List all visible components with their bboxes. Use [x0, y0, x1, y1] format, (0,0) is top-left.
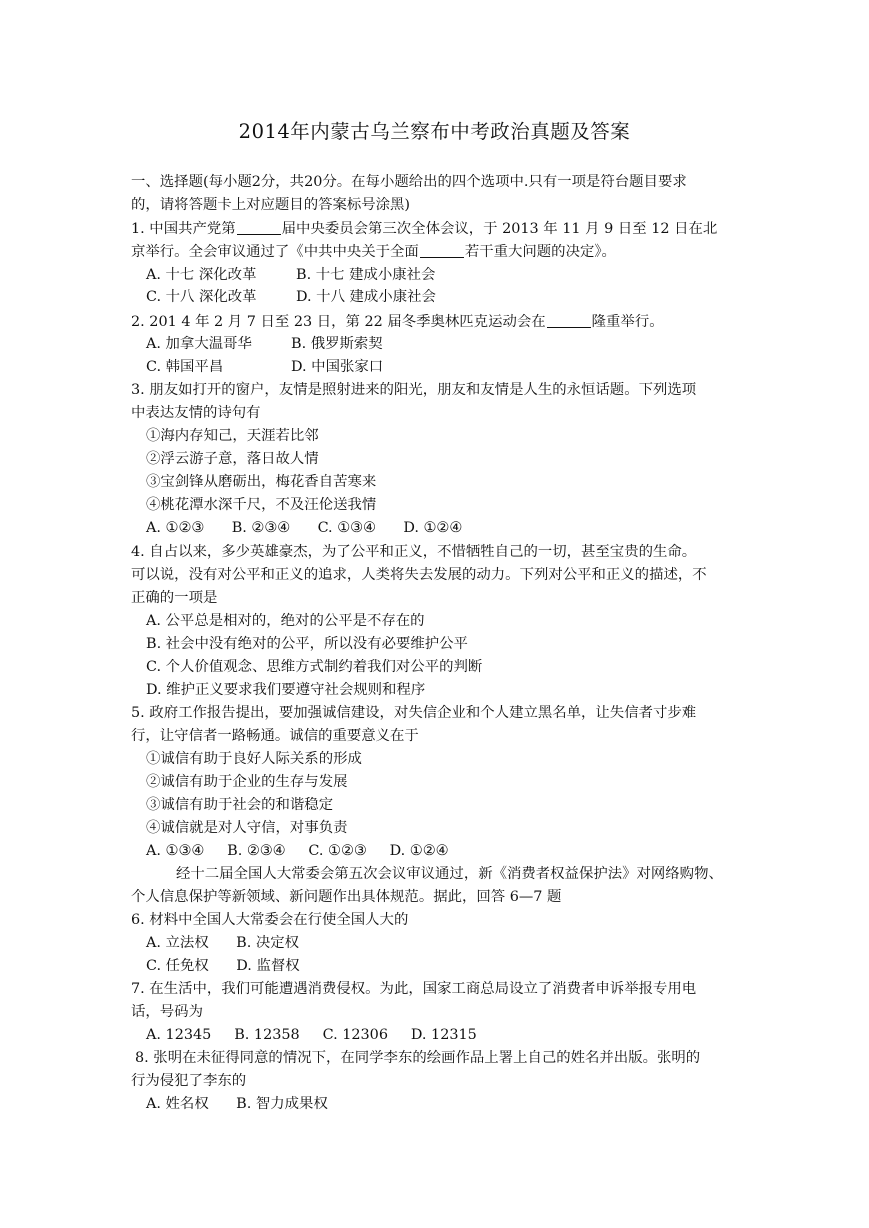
question-2-options-ab: [146, 333, 383, 355]
statement-2: ②浮云游子意，落日故人情: [146, 451, 319, 467]
question-2-stem: [131, 311, 664, 333]
option-a: A. 十七 深化改革: [146, 267, 257, 283]
question-4-stem-cont2: 正确的一项是: [131, 590, 218, 606]
question-6-options-ab: A. 立法权 B. 决定权: [146, 935, 300, 951]
question-3-stem: 3. 朋友如打开的窗户，友情是照射进来的阳光，朋友和友情是人生的永恒话题。下列选项: [131, 382, 697, 398]
answer-blank: [547, 313, 591, 328]
question-1-stem: [131, 218, 717, 240]
question-4-stem: 4. 自占以来，多少英雄豪杰，为了公平和正义，不惜牺牲自己的一切，甚至宝贵的生命。: [131, 544, 697, 560]
question-1-text-a: 1. 中国共产党第: [131, 221, 236, 237]
question-1-stem-cont: [131, 241, 616, 263]
answer-blank: [420, 243, 464, 258]
option-c: C. 十八 深化改革: [146, 289, 257, 305]
question-5-stem-cont: 行，让守信者一路畅通。诚信的重要意义在于: [131, 728, 419, 744]
question-3-stem-cont: 中表达友情的诗句有: [131, 405, 261, 421]
option-b: B. 十七 建成小康社会: [296, 267, 436, 283]
option-d: D. 中国张家口: [291, 359, 384, 375]
statement-1: ①海内存知己，天涯若比邻: [146, 428, 319, 444]
section-instructions-cont: 的，请将答题卡上对应题目的答案标号涂黑): [131, 197, 411, 213]
question-4-stem-cont: 可以说，没有对公平和正义的追求，人类将失去发展的动力。下列对公平和正义的描述，不: [131, 567, 707, 583]
question-2-text-b: 隆重举行。: [591, 314, 664, 330]
option-c: C. 韩国平昌: [146, 359, 224, 375]
statement-4: ④桃花潭水深千尺，不及汪伦送我情: [146, 497, 377, 513]
question-1-text-d: 若干重大问题的决定》。: [464, 244, 616, 260]
question-2-options-cd: [146, 356, 383, 378]
question-5-options: A. ①③④ B. ②③④ C. ①②③ D. ①②④: [146, 843, 449, 859]
option-b: B. 社会中没有绝对的公平，所以没有必要维护公平: [146, 636, 468, 652]
material-paragraph-cont: 个人信息保护等新领域、新问题作出具体规范。据此，回答 6—7 题: [131, 889, 562, 905]
option-a: A. 加拿大温哥华: [146, 336, 252, 352]
section-instructions: 一、选择题(每小题2分，共20分。在每小题给出的四个选项中.只有一项是符台题目要求: [131, 174, 687, 190]
statement-1: ①诚信有助于良好人际关系的形成: [146, 751, 362, 767]
statement-3: ③诚信有助于社会的和谐稳定: [146, 797, 334, 813]
option-c: C. 个人价值观念、思维方式制约着我们对公平的判断: [146, 659, 483, 675]
question-3-options: A. ①②③ B. ②③④ C. ①③④ D. ①②④: [146, 520, 463, 536]
question-8-options-ab: A. 姓名权 B. 智力成果权: [146, 1096, 328, 1112]
question-5-stem: 5. 政府工作报告提出，要加强诚信建设，对失信企业和个人建立黑名单，让失信者寸步难: [131, 705, 697, 721]
option-d: D. 维护正义要求我们要遵守社会规则和程序: [146, 682, 426, 698]
question-6-options-cd: C. 任免权 D. 监督权: [146, 958, 300, 974]
statement-4: ④诚信就是对人守信，对事负责: [146, 820, 348, 836]
page-title: 2014年内蒙古乌兰察布中考政治真题及答案: [238, 120, 631, 143]
question-7-stem-cont: 话，号码为: [131, 1004, 203, 1020]
statement-2: ②诚信有助于企业的生存与发展: [146, 774, 348, 790]
option-a: A. 公平总是相对的，绝对的公平是不存在的: [146, 613, 425, 629]
option-d: D. 十八 建成小康社会: [296, 289, 436, 305]
option-b: B. 俄罗斯索契: [291, 336, 383, 352]
question-1-text-b: 届中央委员会第三次全体会议，于 2013 年 11 月 9 日至 12 日在北: [281, 221, 718, 237]
question-1-options-cd: [146, 286, 436, 308]
answer-blank: [237, 220, 281, 235]
question-8-stem: 8. 张明在未征得同意的情况下，在同学李东的绘画作品上署上自己的姓名并出版。张明的: [135, 1050, 701, 1066]
question-1-options-ab: [146, 264, 435, 286]
statement-3: ③宝剑锋从磨砺出，梅花香自苦寒来: [146, 474, 377, 490]
question-7-stem: 7. 在生活中，我们可能遭遇消费侵权。为此，国家工商总局设立了消费者申诉举报专用电: [131, 981, 697, 997]
question-1-text-c: 京举行。全会审议通过了《中共中央关于全面: [131, 244, 419, 260]
question-8-stem-cont: 行为侵犯了李东的: [131, 1073, 247, 1089]
question-2-text-a: 2. 201 4 年 2 月 7 日至 23 日，第 22 届冬季奥林匹克运动会在: [131, 314, 546, 330]
material-paragraph: 经十二届全国人大常委会第五次会议审议通过，新《消费者权益保护法》对网络购物、: [176, 866, 723, 882]
question-7-options: A. 12345 B. 12358 C. 12306 D. 12315: [146, 1027, 477, 1043]
question-6-stem: 6. 材料中全国人大常委会在行使全国人大的: [131, 912, 409, 928]
